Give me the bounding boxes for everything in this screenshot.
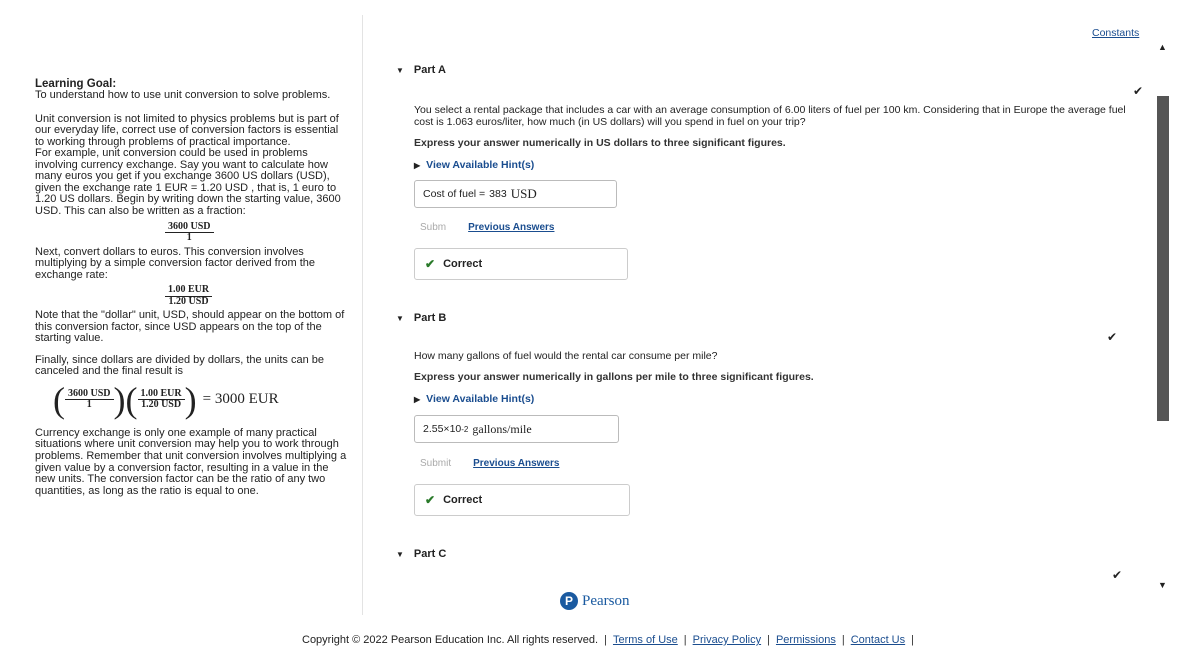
learning-goal-title: Learning Goal: <box>35 78 117 90</box>
check-icon: ✔ <box>425 493 436 507</box>
part-a-answer-label: Cost of fuel = <box>423 188 486 200</box>
privacy-policy-link[interactable]: Privacy Policy <box>692 634 762 646</box>
part-b-actions <box>420 458 559 469</box>
convert-paragraph: Next, convert dollars to euros. This conversion involves multiplying by a simple conversion factor derived from the exchange rate: <box>35 245 316 281</box>
part-a-instruction: Express your answer numerically in US dollars to three significant figures. <box>414 137 786 149</box>
part-b-hint-label: View Available Hint(s) <box>426 393 535 405</box>
scroll-up-arrow-icon[interactable]: ▲ <box>1158 42 1167 52</box>
check-icon: ✔ <box>425 257 436 271</box>
contact-us-link[interactable]: Contact Us <box>850 634 906 646</box>
check-icon: ✔ <box>1107 330 1118 344</box>
final-equation: ( $\frac{\text{3600 USD}}{1}$ ) ( $\frac{\text{1.00 EUR}}{\text{1.20 USD}}$ ) = 3000 EUR <box>53 379 279 420</box>
part-a-correct-label: Correct <box>443 258 483 270</box>
equation-result: = 3000 EUR <box>202 391 279 408</box>
part-a-hint-toggle[interactable] <box>414 159 534 171</box>
part-b-instruction: Express your answer numerically in gallons per mile to three significant figures. <box>414 371 814 383</box>
triangle-down-icon: ▼ <box>396 313 404 323</box>
equation-denominator: 1 <box>86 399 92 411</box>
part-a-question: You select a rental package that includes a car with an average consumption of 6.00 liters of fuel per 100 km. Considering that in Europe the average fuel cost is 1.063 euros/liter, how much (in US dollars) will you spend in fuel on your trip? <box>414 104 1126 129</box>
fraction-numerator: 3600 USD <box>165 222 214 234</box>
copyright-text: Copyright © 2022 Pearson Education Inc. All rights reserved. <box>302 634 599 646</box>
scrollbar-thumb[interactable] <box>1157 96 1169 421</box>
check-icon: ✔ <box>1112 568 1123 582</box>
fraction-denominator: 1.20 USD <box>168 295 209 307</box>
fraction-denominator: 1 <box>186 232 192 244</box>
part-b-previous-answers-link[interactable]: Previous Answers <box>473 458 560 469</box>
part-a-feedback <box>414 248 628 280</box>
constants-link[interactable]: Constants <box>1092 27 1140 39</box>
pearson-brand <box>560 592 630 610</box>
part-c-toggle[interactable] <box>396 548 446 560</box>
part-b-hint-toggle[interactable] <box>414 393 534 405</box>
part-b-answer-unit: gallons/mile <box>472 421 532 436</box>
footer: Copyright © 2022 Pearson Education Inc. All rights reserved. | Terms of Use | Privacy Policy | Permissions | Contact Us | <box>302 634 914 646</box>
triangle-right-icon: ▶ <box>414 160 421 170</box>
summary-paragraph: Currency exchange is only one example of many practical situations where unit conversion may help you to work through problems. Remember that unit conversion involves multiplying a given value by a conversion factor, resulting in a value in the new units. The conversion factor can be the ratio of any two quantities, as long as the ratio is equal to one. <box>35 426 347 497</box>
part-b-submit-button[interactable]: Submit <box>420 458 452 469</box>
column-divider <box>362 15 363 615</box>
fraction-numerator: 1.00 EUR <box>165 285 212 297</box>
part-a-label: Part A <box>413 64 446 76</box>
intro-paragraph: Unit conversion is not limited to physics problems but is part of our everyday life, correct use of conversion factors is essential to working through problems of practical importance. <box>35 112 339 148</box>
part-c-label: Part C <box>413 548 447 560</box>
part-a-previous-answers-link[interactable]: Previous Answers <box>468 222 555 233</box>
pearson-logo-icon: P <box>560 592 578 610</box>
learning-goal-panel <box>35 78 350 497</box>
pearson-name: Pearson <box>582 592 630 609</box>
part-a-answer-unit: USD <box>510 186 537 201</box>
part-b-answer-field[interactable] <box>414 415 619 443</box>
terms-of-use-link[interactable]: Terms of Use <box>612 634 678 646</box>
check-icon: ✔ <box>1133 84 1144 98</box>
permissions-link[interactable]: Permissions <box>775 634 836 646</box>
part-a-submit-button[interactable]: Subm <box>420 222 447 233</box>
example-paragraph: For example, unit conversion could be used in problems involving currency exchange. Say you want to calculate how many euros you get if you exchange 3600 US dollars (USD), given the exchange rate 1 EUR = 1.20 USD , that is, 1 euro to 1.20 US dollars. Begin by writing down the starting value, 3600 USD. This can also be written as a fraction: <box>35 147 341 217</box>
part-b-toggle[interactable] <box>396 312 446 324</box>
equation-numerator: 1.00 EUR <box>138 389 185 401</box>
part-b-answer-exponent: -2 <box>461 424 469 434</box>
part-b-question: How many gallons of fuel would the rental car consume per mile? <box>414 350 718 362</box>
triangle-down-icon: ▼ <box>396 549 404 559</box>
part-b-label: Part B <box>413 312 447 324</box>
conversion-factor-fraction <box>35 285 350 307</box>
learning-goal-text: To understand how to use unit conversion to solve problems. <box>35 89 331 102</box>
part-a-toggle[interactable] <box>396 64 446 76</box>
triangle-down-icon: ▼ <box>396 65 404 75</box>
equation-denominator: 1.20 USD <box>141 399 182 411</box>
starting-value-fraction <box>35 222 350 244</box>
finally-paragraph: Finally, since dollars are divided by dollars, the units can be canceled and the final result is <box>35 353 325 378</box>
part-a-answer-field[interactable] <box>414 180 617 208</box>
part-b-answer-value: 2.55×10 <box>423 423 462 435</box>
part-b-correct-label: Correct <box>443 494 483 506</box>
part-b-feedback <box>414 484 630 516</box>
equation-numerator: 3600 USD <box>65 389 114 401</box>
scroll-down-arrow-icon[interactable]: ▼ <box>1158 580 1167 590</box>
part-a-hint-label: View Available Hint(s) <box>426 159 535 171</box>
part-a-answer-value: 383 <box>489 188 507 200</box>
triangle-right-icon: ▶ <box>414 394 421 404</box>
part-a-actions <box>420 222 554 233</box>
note-paragraph: Note that the "dollar" unit, USD, should appear on the bottom of this conversion factor, since USD appears on the top of the starting value. <box>35 309 345 345</box>
